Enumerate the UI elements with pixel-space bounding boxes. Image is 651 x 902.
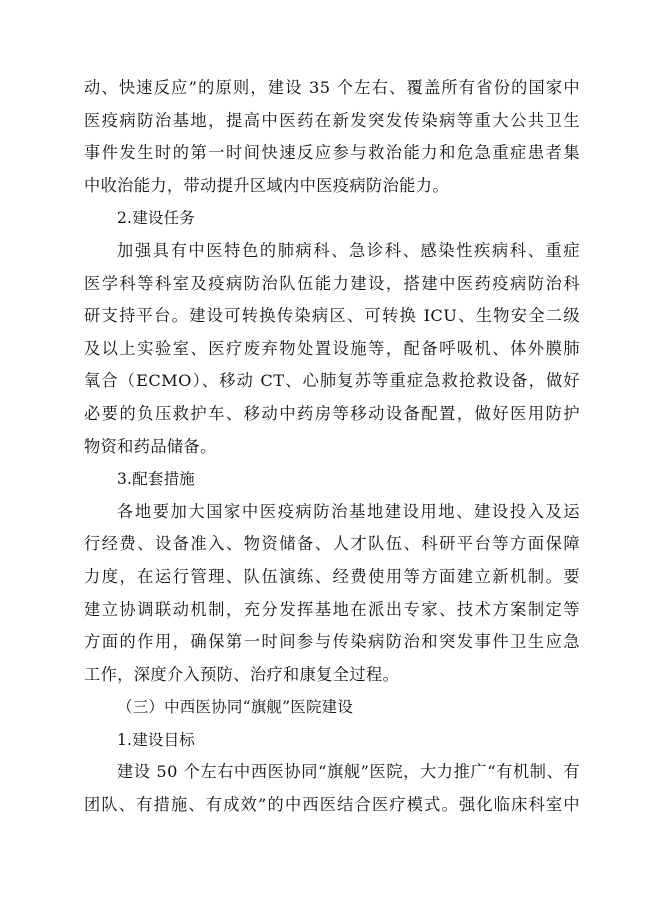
text-line: 方面的作用，确保第一时间参与传染病防治和突发事件卫生应急: [84, 632, 580, 652]
paragraph-p4: [84, 756, 580, 821]
subsection-heading: 1.建设目标: [117, 730, 195, 749]
text-line: 行经费、设备准入、物资储备、人才队伍、科研平台等方面保障: [84, 534, 580, 554]
text-line: 建立协调联动机制，充分发挥基地在派出专家、技术方案制定等: [84, 599, 580, 619]
heading-h3: [84, 691, 580, 724]
subsection-heading: 3.配套措施: [117, 470, 195, 489]
text-line: 团队、有措施、有成效”的中西医结合医疗模式。强化临床科室中: [84, 795, 580, 815]
text-line: 研支持平台。建设可转换传染病区、可转换 ICU、生物安全二级: [84, 306, 580, 326]
text-line: 医学科等科室及疫病防治队伍能力建设，搭建中医药疫病防治科: [84, 273, 580, 293]
text-line: 各地要加大国家中医疫病防治基地建设用地、建设投入及运: [117, 501, 580, 521]
text-line: 物资和药品储备。: [84, 436, 217, 456]
paragraph-p1: [84, 72, 580, 202]
text-line: 工作，深度介入预防、治疗和康复全过程。: [84, 664, 400, 684]
heading-h2: [84, 463, 580, 496]
text-line: 事件发生时的第一时间快速反应参与救治能力和危急重症患者集: [84, 143, 580, 163]
heading-h1: [84, 202, 580, 235]
subsection-heading: 2.建设任务: [117, 209, 195, 228]
text-line: 建设 50 个左右中西医协同“旗舰”医院，大力推广“有机制、有: [117, 762, 580, 782]
text-line: 力度，在运行管理、队伍演练、经费使用等方面建立新机制。要: [84, 566, 580, 586]
section-heading: （三）中西医协同“旗舰”医院建设: [117, 698, 354, 717]
text-line: 中收治能力，带动提升区域内中医疫病防治能力。: [84, 175, 449, 195]
text-line: 加强具有中医特色的肺病科、急诊科、感染性疾病科、重症: [117, 240, 580, 260]
text-line: 医疫病防治基地，提高中医药在新发突发传染病等重大公共卫生: [84, 110, 580, 130]
paragraph-p2: [84, 235, 580, 463]
paragraph-p3: [84, 496, 580, 692]
text-line: 动、快速反应”的原则，建设 35 个左右、覆盖所有省份的国家中: [84, 78, 580, 97]
document-body: [84, 72, 580, 822]
heading-h4: [84, 724, 580, 757]
text-line: 及以上实验室、医疗废弃物处置设施等，配备呼吸机、体外膜肺: [84, 338, 580, 358]
text-line: 必要的负压救护车、移动中药房等移动设备配置，做好医用防护: [84, 403, 580, 423]
text-line: 氧合（ECMO）、移动 CT、心肺复苏等重症急救抢救设备，做好: [84, 371, 580, 391]
